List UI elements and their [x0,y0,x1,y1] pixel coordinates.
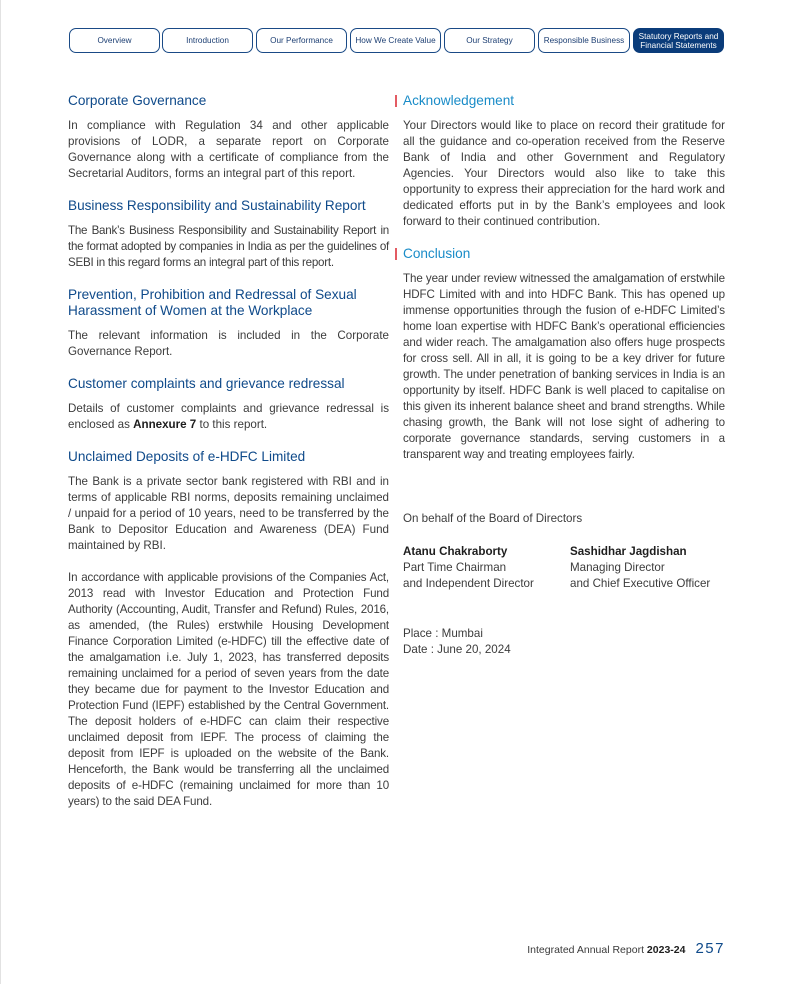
heading-accent-bar [395,95,397,107]
signatory-ceo [570,544,710,592]
footer-report-label: Integrated Annual Report 2023-24 [527,944,686,956]
signatory-title: and Chief Executive Officer [570,577,711,590]
date-text: Date : June 20, 2024 [403,643,511,656]
brsr-heading: Business Responsibility and Sustainability Report [68,198,366,213]
corporate-governance-text: In compliance with Regulation 34 and other applicable provisions of LODR, a separate report on Corporate Governance along with a certificate of compliance from the Secretarial Auditors, forms an integral part of this report. [68,119,389,180]
complaints-text-before: Details of customer complaints and grievance redressal is enclosed as [68,402,389,431]
tab-statutory-reports[interactable]: Statutory Reports and Financial Statements [633,28,724,53]
signatory-chairman [403,544,534,592]
conclusion-heading: Conclusion [403,246,725,262]
place-text: Place : Mumbai [403,627,483,640]
acknowledgement-text: Your Directors would like to place on record their gratitude for all the guidance and co-operation received from the Reserve Bank of India and other Government and Regulatory Agencies. Your Directors would also like to take this opportunity to express their appreciation for the hard work and dedicated efforts put in by the Bank’s employees and look forward to their continued contribution. [403,119,725,228]
acknowledgement-heading: Acknowledgement [403,93,725,109]
brsr-text: The Bank’s Business Responsibility and Sustainability Report in the format adopted by companies in India as per the guidelines of SEBI in this regard forms an integral part of this report. [68,224,389,269]
left-column [68,93,389,810]
annexure-reference: Annexure 7 [133,418,197,431]
page-number: 257 [695,940,725,957]
signatory-title: and Independent Director [403,577,534,590]
signatory-title: Managing Director [570,561,665,574]
tab-overview[interactable]: Overview [69,28,160,53]
heading-accent-bar [395,248,397,260]
tab-our-performance[interactable]: Our Performance [256,28,347,53]
complaints-heading: Customer complaints and grievance redressal [68,376,345,391]
tab-our-strategy[interactable]: Our Strategy [444,28,535,53]
page-footer [527,940,725,957]
tab-how-we-create-value[interactable]: How We Create Value [350,28,441,53]
posh-heading: Prevention, Prohibition and Redressal of Sexual Harassment of Women at the Workplace [68,287,357,318]
corporate-governance-heading: Corporate Governance [68,93,207,108]
unclaimed-deposits-para-2: In accordance with applicable provisions of the Companies Act, 2013 read with Investor Education and Protection Fund Authority (Accounting, Audit, Transfer and Refund) Rules, 2016, as amended, (the Rules) erstwhile Housing Development Finance Corporation Limited (e-HDFC) till the effective date of the amalgamation i.e. July 1, 2023, has transferred deposits remaining unclaimed for a period of seven years from the date they became due for payment to the Investor Education and Protection Fund (IEPF) established by the Central Government. The deposit holders of e-HDFC can claim their respective unclaimed deposit from IEPF. The process of claiming the deposit from IEPF is uploaded on the website of the Bank. Henceforth, the Bank would be transferring all the unclaimed deposits of e-HDFC (remaining unclaimed for more than 10 years) to the said DEA Fund. [68,571,389,808]
complaints-text [68,401,389,433]
conclusion-text: The year under review witnessed the amalgamation of erstwhile HDFC Limited with and into HDFC Bank. This has opened up immense opportunities through the fusion of e-HDFC Limited’s home loan expertise with HDFC Bank’s operational efficiencies and wider reach. The amalgamation also offers huge prospects for cross sell. All in all, it is going to be a key driver for future growth. The under penetration of banking services in India is an opportunity by itself. HDFC Bank is well placed to capitalise on this given its inherent balance sheet and brand strengths. While chasing growth, the Bank will not lose sight of adhering to corporate governance standards, serving customers in a transparent way and treating employees fairly. [403,272,725,461]
right-column [403,93,725,463]
signatory-name: Atanu Chakraborty [403,545,508,558]
tab-introduction[interactable]: Introduction [162,28,253,53]
tab-responsible-business[interactable]: Responsible Business [538,28,630,53]
unclaimed-deposits-para-1: The Bank is a private sector bank registered with RBI and in terms of applicable RBI norms, deposits remaining unclaimed / unpaid for a period of 10 years, need to be transferred by the Bank to Depositor Education and Awareness (DEA) Fund maintained by RBI. [68,475,389,552]
signatory-title: Part Time Chairman [403,561,507,574]
unclaimed-deposits-heading: Unclaimed Deposits of e-HDFC Limited [68,449,306,464]
signatory-name: Sashidhar Jagdishan [570,545,687,558]
place-date [403,626,511,658]
footer-year: 2023-24 [646,944,686,956]
complaints-text-after: to this report. [196,418,268,431]
posh-text: The relevant information is included in the Corporate Governance Report. [68,329,389,358]
board-behalf-line: On behalf of the Board of Directors [403,512,583,525]
